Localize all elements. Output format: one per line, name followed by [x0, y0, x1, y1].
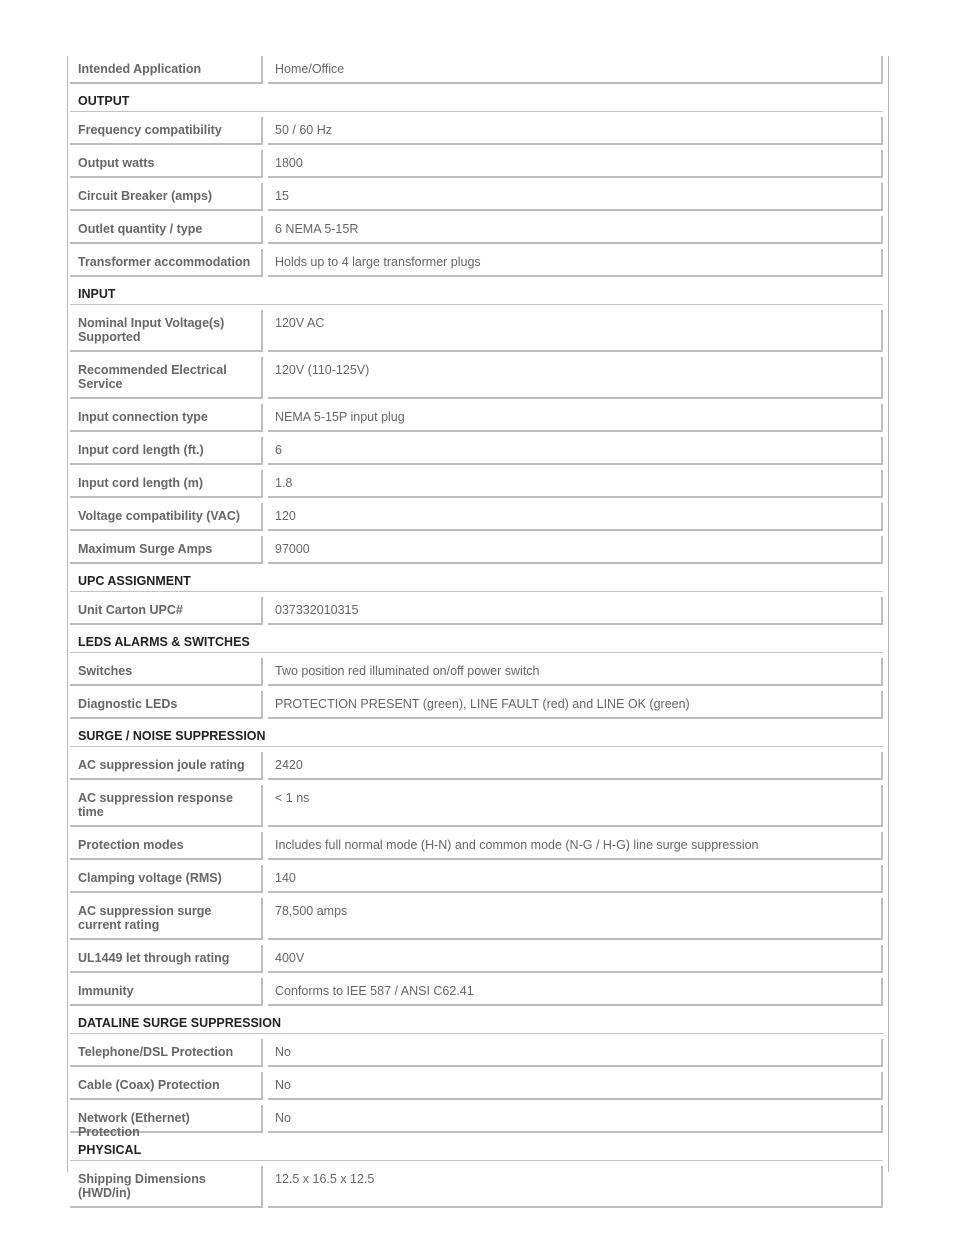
section-header: PHYSICAL: [70, 1138, 883, 1161]
spec-row: [70, 1072, 883, 1100]
spec-value: 12.5 x 16.5 x 12.5: [268, 1166, 883, 1208]
spec-label: AC suppression response time: [70, 785, 263, 827]
spec-row: [70, 404, 883, 432]
spec-row: [70, 536, 883, 564]
spec-row: [70, 357, 883, 399]
spec-value: Holds up to 4 large transformer plugs: [268, 249, 883, 277]
spec-value: Includes full normal mode (H-N) and common mode (N-G / H-G) line surge suppression: [268, 832, 883, 860]
spec-label: Telephone/DSL Protection: [70, 1039, 263, 1067]
spec-row: [70, 470, 883, 498]
spec-table: [70, 56, 883, 1213]
spec-label: Input cord length (ft.): [70, 437, 263, 465]
spec-label: Nominal Input Voltage(s) Supported: [70, 310, 263, 352]
spec-value: 120: [268, 503, 883, 531]
spec-value: 15: [268, 183, 883, 211]
spec-value: < 1 ns: [268, 785, 883, 827]
spec-row: [70, 1039, 883, 1067]
spec-label: Immunity: [70, 978, 263, 1006]
spec-label: AC suppression joule rating: [70, 752, 263, 780]
spec-value: 2420: [268, 752, 883, 780]
spec-label: Clamping voltage (RMS): [70, 865, 263, 893]
spec-value: 50 / 60 Hz: [268, 117, 883, 145]
spec-label: Protection modes: [70, 832, 263, 860]
spec-row: [70, 216, 883, 244]
spec-row: [70, 249, 883, 277]
spec-label: Input connection type: [70, 404, 263, 432]
spec-value: 6 NEMA 5-15R: [268, 216, 883, 244]
spec-row: [70, 865, 883, 893]
spec-row: [70, 978, 883, 1006]
section-header: LEDS ALARMS & SWITCHES: [70, 630, 883, 653]
section-header: UPC ASSIGNMENT: [70, 569, 883, 592]
spec-row: [70, 752, 883, 780]
spec-row: [70, 117, 883, 145]
spec-row: [70, 150, 883, 178]
spec-label: Switches: [70, 658, 263, 686]
spec-label: Network (Ethernet) Protection: [70, 1105, 263, 1133]
spec-value: 400V: [268, 945, 883, 973]
spec-label: Diagnostic LEDs: [70, 691, 263, 719]
spec-label: UL1449 let through rating: [70, 945, 263, 973]
spec-row: [70, 183, 883, 211]
spec-row: [70, 658, 883, 686]
spec-label: Outlet quantity / type: [70, 216, 263, 244]
spec-value: NEMA 5-15P input plug: [268, 404, 883, 432]
spec-row: [70, 597, 883, 625]
spec-label: Voltage compatibility (VAC): [70, 503, 263, 531]
spec-value: No: [268, 1105, 883, 1133]
spec-value: 78,500 amps: [268, 898, 883, 940]
spec-value: Two position red illuminated on/off power switch: [268, 658, 883, 686]
spec-row: [70, 503, 883, 531]
spec-value: 1800: [268, 150, 883, 178]
spec-row: [70, 832, 883, 860]
spec-value: No: [268, 1072, 883, 1100]
spec-value: 120V AC: [268, 310, 883, 352]
spec-row: [70, 898, 883, 940]
spec-label: Transformer accommodation: [70, 249, 263, 277]
spec-label: Cable (Coax) Protection: [70, 1072, 263, 1100]
spec-label: Unit Carton UPC#: [70, 597, 263, 625]
section-header: OUTPUT: [70, 89, 883, 112]
spec-row: [70, 56, 883, 84]
spec-value: No: [268, 1039, 883, 1067]
spec-value: PROTECTION PRESENT (green), LINE FAULT (red) and LINE OK (green): [268, 691, 883, 719]
spec-value: Home/Office: [268, 56, 883, 84]
spec-value: Conforms to IEE 587 / ANSI C62.41: [268, 978, 883, 1006]
spec-row: [70, 691, 883, 719]
spec-row: [70, 310, 883, 352]
spec-row: [70, 1105, 883, 1139]
section-header: SURGE / NOISE SUPPRESSION: [70, 724, 883, 747]
spec-label: Output watts: [70, 150, 263, 178]
section-header: INPUT: [70, 282, 883, 305]
spec-label: Frequency compatibility: [70, 117, 263, 145]
spec-value: 120V (110-125V): [268, 357, 883, 399]
spec-value: 1.8: [268, 470, 883, 498]
spec-row: [70, 785, 883, 827]
spec-label: Circuit Breaker (amps): [70, 183, 263, 211]
spec-row: [70, 945, 883, 973]
spec-label: AC suppression surge current rating: [70, 898, 263, 940]
spec-row: [70, 437, 883, 465]
spec-row: [70, 1166, 883, 1208]
spec-label: Input cord length (m): [70, 470, 263, 498]
spec-label: Maximum Surge Amps: [70, 536, 263, 564]
spec-value: 037332010315: [268, 597, 883, 625]
spec-label: Intended Application: [70, 56, 263, 84]
spec-value: 97000: [268, 536, 883, 564]
spec-label: Recommended Electrical Service: [70, 357, 263, 399]
spec-value: 140: [268, 865, 883, 893]
spec-label: Shipping Dimensions (HWD/in): [70, 1166, 263, 1208]
spec-value: 6: [268, 437, 883, 465]
section-header: DATALINE SURGE SUPPRESSION: [70, 1011, 883, 1034]
